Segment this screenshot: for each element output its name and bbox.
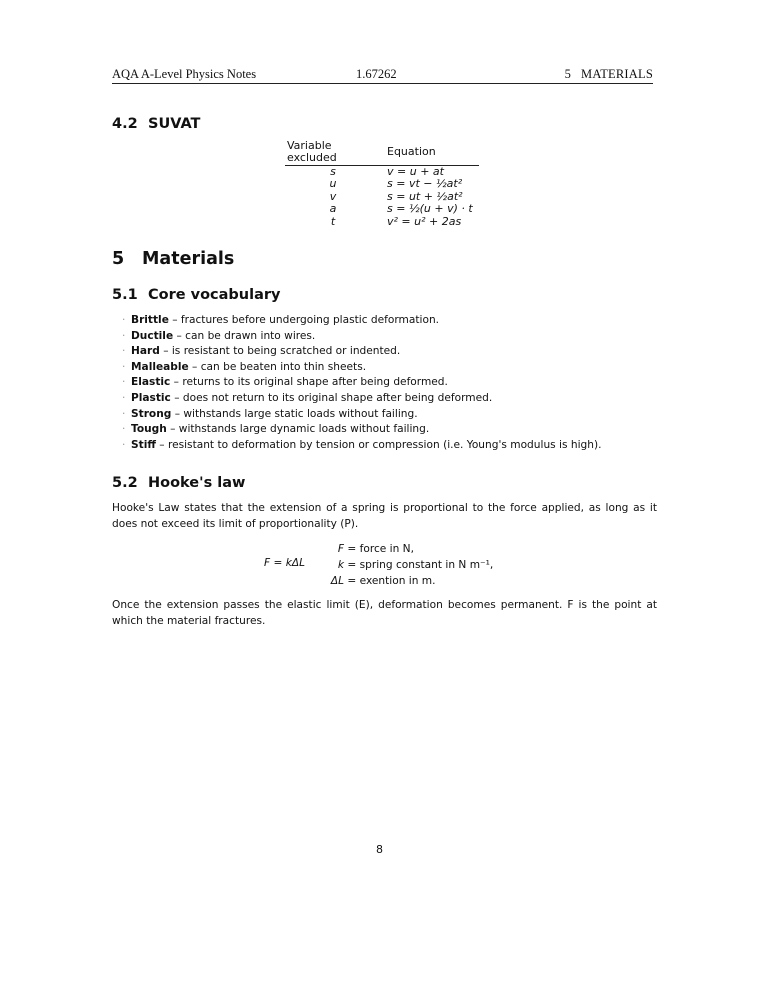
page-number: 8	[376, 843, 383, 856]
variable-cell: v	[329, 189, 337, 203]
term: Strong	[131, 407, 172, 420]
definition: – is resistant to being scratched or indented.	[159, 345, 401, 358]
definition: – resistant to deformation by tension or compression (i.e. Young's modulus is high).	[155, 438, 602, 451]
bullet-icon: ·	[122, 329, 126, 342]
definition: – can be drawn into wires.	[173, 329, 316, 342]
meaning: = spring constant in N m⁻¹,	[344, 559, 494, 571]
equation-cell: s = vt − ½at²	[387, 177, 463, 191]
term: Malleable	[131, 360, 189, 373]
symbol: F	[337, 543, 344, 555]
list-item	[122, 422, 601, 438]
section-number: 4.2	[112, 116, 138, 132]
section-heading-5-1	[112, 287, 281, 303]
definition-row	[316, 573, 493, 589]
bullet-icon: ·	[122, 423, 126, 436]
term: Plastic	[131, 391, 171, 404]
list-item	[122, 375, 601, 391]
hooke-intro-paragraph: Hooke's Law states that the extension of a spring is proportional to the force applied, as long as it does not exceed its limit of proportionality (P).	[112, 502, 657, 530]
definition: – withstands large static loads without failing.	[171, 407, 418, 420]
list-item	[122, 344, 601, 360]
meaning: = force in N,	[344, 543, 414, 555]
definition: – fractures before undergoing plastic deformation.	[168, 314, 440, 326]
term: Tough	[131, 423, 167, 436]
definition-row	[316, 557, 493, 573]
section-heading-5-2	[112, 475, 245, 491]
symbol: ΔL	[330, 575, 344, 587]
section-title: Materials	[142, 249, 235, 269]
header-right: 5 MATERIALS	[564, 67, 653, 81]
hooke-outro-paragraph: Once the extension passes the elastic limit (E), deformation becomes permanent. F is the point at which the material fractures.	[112, 599, 657, 627]
section-title: Core vocabulary	[148, 287, 281, 303]
bullet-icon: ·	[122, 376, 126, 389]
equation-cell: s = ½(u + v) · t	[387, 202, 473, 216]
section-heading-5	[112, 249, 234, 269]
definition: – does not return to its original shape after being deformed.	[170, 391, 493, 404]
table-header-row	[285, 140, 479, 166]
bullet-icon: ·	[122, 314, 126, 326]
variable-cell: s	[330, 165, 336, 178]
equation-cell: s = ut + ½at²	[387, 189, 463, 203]
table-row	[285, 178, 479, 190]
meaning: = exention in m.	[344, 575, 436, 587]
definition: – returns to its original shape after being deformed.	[170, 376, 448, 389]
list-item	[122, 360, 601, 376]
section-heading-4-2	[112, 116, 200, 132]
list-item	[122, 407, 601, 423]
column-header: Variable excluded	[285, 140, 385, 166]
formula-definitions	[316, 541, 493, 589]
equation-cell: v² = u² + 2as	[387, 214, 462, 228]
equation-cell: v = u + at	[387, 165, 444, 178]
section-number: 5.1	[112, 287, 138, 303]
term: Hard	[131, 345, 160, 358]
term: Brittle	[131, 314, 169, 326]
bullet-icon: ·	[122, 360, 126, 373]
term: Ductile	[131, 329, 174, 342]
hooke-formula: F = kΔL	[264, 557, 305, 569]
symbol: k	[337, 559, 344, 571]
vocabulary-list	[122, 313, 602, 453]
term: Stiff	[131, 438, 156, 451]
list-item	[122, 438, 602, 454]
section-number: 5.2	[112, 475, 138, 491]
running-header	[112, 66, 653, 84]
column-header: Equation	[385, 140, 479, 166]
section-number: 5	[112, 249, 125, 269]
bullet-icon: ·	[122, 345, 126, 358]
table-row	[285, 203, 479, 215]
section-title: Hooke's law	[148, 475, 246, 491]
bullet-icon: ·	[122, 391, 126, 404]
term: Elastic	[131, 376, 171, 389]
variable-cell: t	[330, 214, 336, 228]
list-item	[122, 391, 601, 407]
bullet-icon: ·	[122, 407, 126, 420]
definition-row	[316, 541, 493, 557]
header-center: 1.67262	[356, 67, 397, 81]
header-left: AQA A-Level Physics Notes	[112, 67, 257, 81]
bullet-icon: ·	[122, 438, 126, 451]
section-title: SUVAT	[148, 116, 201, 132]
definition: – can be beaten into thin sheets.	[188, 360, 367, 373]
list-item	[122, 329, 601, 345]
list-item	[122, 313, 601, 329]
table-row	[285, 216, 479, 228]
suvat-table	[285, 140, 479, 228]
definition: – withstands large dynamic loads without failing.	[166, 423, 430, 436]
variable-cell: u	[329, 177, 337, 191]
variable-cell: a	[329, 202, 337, 216]
